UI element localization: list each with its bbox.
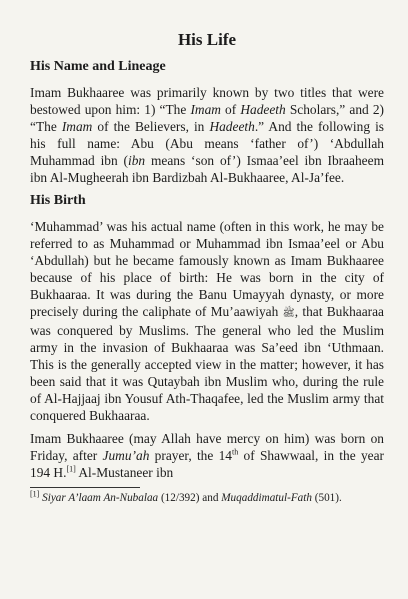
- section-heading-birth: His Birth: [30, 193, 86, 208]
- footnote-marker: [1]: [30, 489, 40, 499]
- footnote-divider: [30, 487, 140, 488]
- text-span: of: [220, 102, 241, 117]
- page-title: His Life: [177, 30, 237, 49]
- text-span: ‘Muhammad’ was his actual name (often in this work, he may be referred to as Muhammad or Muhammad ibn Ismaa’eel or Abu ‘Abdullah) but he became famously known as Imam Bukhaaree because of his place of birth: He was born in the city of Bukhaaraa. It was during the Banu Umayyah dynasty, or more precisely during the caliphate of Mu’aawiyah: [30, 219, 384, 319]
- text-span: Imam Bukhaaree (may Allah have mercy on him) was born on Friday, after: [30, 431, 384, 463]
- text-span: of the Believers, in: [92, 119, 210, 134]
- text-span: Scholars,” and 2) “The: [30, 102, 384, 134]
- text-span: .” And the following is his full name: Abu (Abu means ‘father of’) ‘Abdullah Muhammad ibn (: [30, 119, 384, 168]
- italic-title: Siyar A’laam An-Nubalaa: [42, 492, 159, 504]
- italic-title: Muqaddimatul-Fath: [221, 492, 312, 504]
- italic-term: ibn: [128, 153, 146, 168]
- italic-term: Imam: [61, 119, 93, 134]
- italic-term: Hadeeth: [240, 102, 286, 117]
- text-span: (12/392) and: [158, 492, 222, 504]
- text-span: , that Bukhaaraa was conquered by Muslims. The general who led the Muslim army in the invasion of Bukhaaraa was Sa’eed ibn ‘Uthmaan. This is the generally accepted view in the matter; however, it has been said that it was Qutaybah ibn Muslim who, during the rule of Al-Hajjaaj ibn Yousuf Ath-Thaqafee, led the Muslim army that conquered Bukhaaraa.: [30, 304, 385, 423]
- italic-term: Jumu’ah: [102, 448, 150, 463]
- italic-term: Hadeeth: [209, 119, 255, 134]
- footnote: [30, 491, 380, 505]
- text-span: Imam Bukhaaree was primarily known by two titles that were bestowed upon him: 1) “The: [30, 85, 384, 117]
- paragraph-birth-2: [30, 430, 384, 481]
- text-span: Al-Mustaneer ibn: [75, 465, 174, 480]
- honorific-icon: ﷺ: [282, 308, 295, 319]
- paragraph-name-lineage: [30, 84, 384, 186]
- superscript-ordinal: th: [232, 447, 239, 457]
- text-span: means ‘son of’) Ismaa’eel ibn Ibraaheem ibn Al-Mugheerah ibn Bardizbah Al-Bukhaaree, Al-Ja’fee.: [30, 153, 384, 185]
- italic-term: Imam: [190, 102, 221, 117]
- footnote-reference[interactable]: [1]: [66, 464, 76, 474]
- text-span: of Shawwaal, in the year 194 H.: [30, 448, 384, 480]
- text-span: (501).: [311, 492, 342, 504]
- text-span: prayer, the 14: [149, 448, 232, 463]
- section-heading-name-lineage: His Name and Lineage: [30, 59, 166, 74]
- paragraph-birth-1: [30, 218, 384, 424]
